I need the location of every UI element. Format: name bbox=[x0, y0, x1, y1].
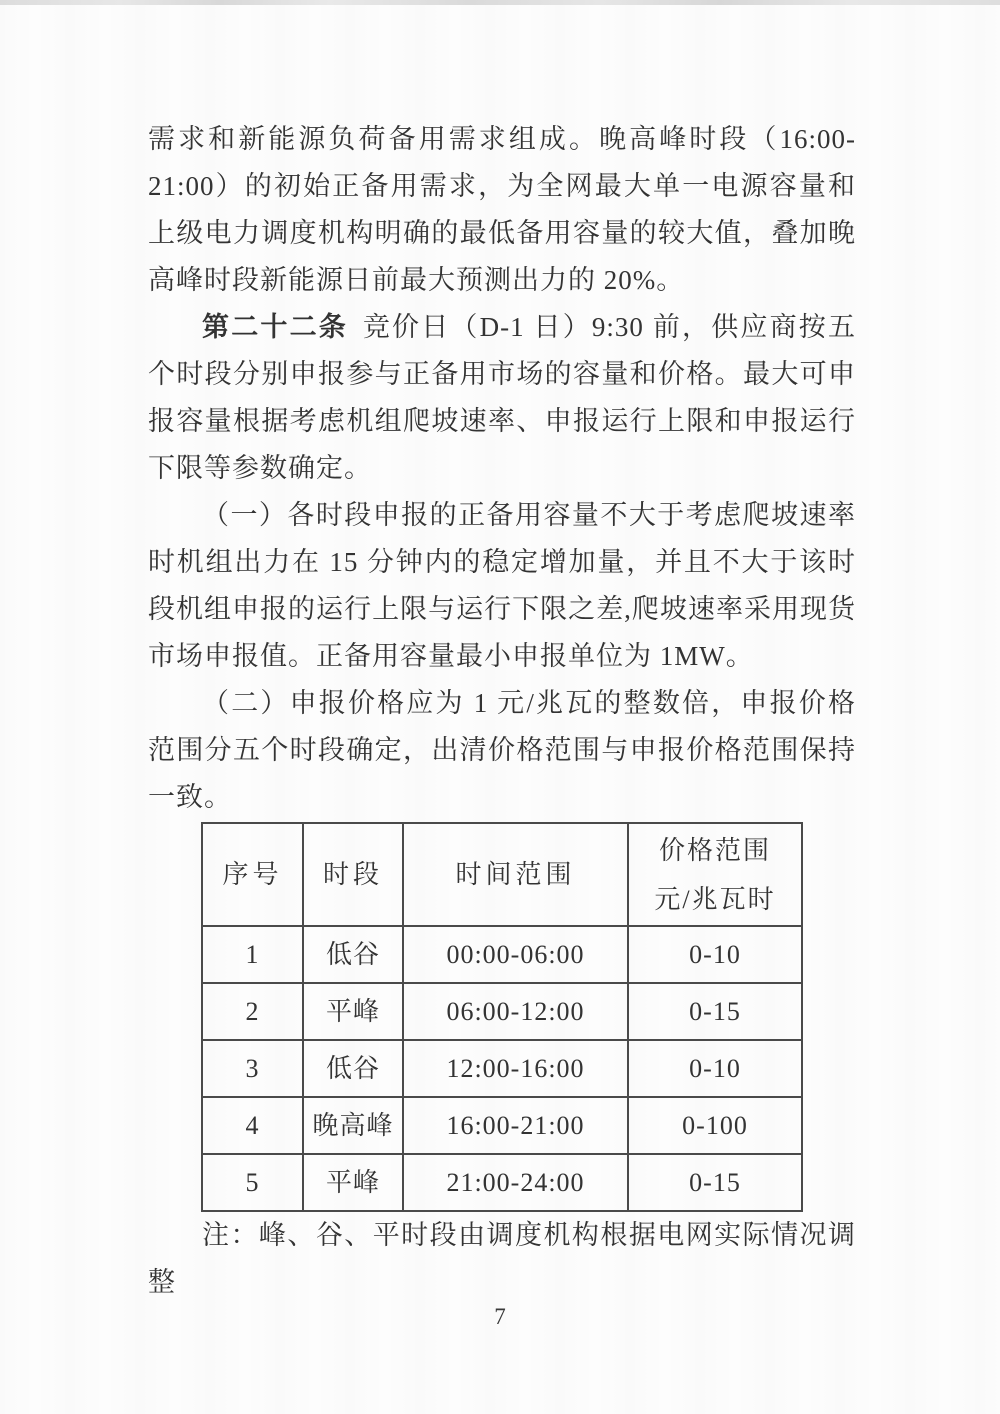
cell-period: 平峰 bbox=[303, 1154, 403, 1211]
cell-price: 0-15 bbox=[628, 1154, 802, 1211]
page-number: 7 bbox=[494, 1304, 506, 1329]
header-period: 时段 bbox=[303, 823, 403, 926]
cell-price: 0-100 bbox=[628, 1097, 802, 1154]
cell-price: 0-10 bbox=[628, 926, 802, 983]
cell-time: 06:00-12:00 bbox=[403, 983, 628, 1040]
table-row bbox=[202, 983, 802, 1040]
table-header-row bbox=[202, 823, 802, 926]
cell-price: 0-15 bbox=[628, 983, 802, 1040]
cell-time: 00:00-06:00 bbox=[403, 926, 628, 983]
paragraph-clause-22 bbox=[148, 304, 856, 492]
cell-period: 平峰 bbox=[303, 983, 403, 1040]
header-price-range bbox=[628, 823, 802, 926]
paragraph-item-1: （一）各时段申报的正备用容量不大于考虑爬坡速率时机组出力在 15 分钟内的稳定增加量，并且不大于该时段机组申报的运行上限与运行下限之差,爬坡速率采用现货市场申报值。正备用容量最小申报单位为 1MW。 bbox=[148, 500, 856, 671]
cell-time: 21:00-24:00 bbox=[403, 1154, 628, 1211]
cell-period: 低谷 bbox=[303, 926, 403, 983]
cell-no: 5 bbox=[202, 1154, 303, 1211]
cell-no: 2 bbox=[202, 983, 303, 1040]
table-row bbox=[202, 1097, 802, 1154]
cell-period: 晚高峰 bbox=[303, 1097, 403, 1154]
clause-22-body: 竞价日（D-1 日）9:30 前，供应商按五个时段分别申报参与正备用市场的容量和价格。最大可申报容量根据考虑机组爬坡速率、申报运行上限和申报运行下限等参数确定。 bbox=[148, 312, 856, 483]
price-range-table bbox=[201, 822, 803, 1212]
cell-time: 12:00-16:00 bbox=[403, 1040, 628, 1097]
header-price-range-unit: 元/兆瓦时 bbox=[654, 884, 776, 914]
paragraph-reserve-demand-continuation: 需求和新能源负荷备用需求组成。晚高峰时段（16:00-21:00）的初始正备用需求，为全网最大单一电源容量和上级电力调度机构明确的最低备用容量的较大值，叠加晚高峰时段新能源日前最大预测出力的 20%。 bbox=[148, 124, 856, 295]
header-time-range: 时间范围 bbox=[403, 823, 628, 926]
table-row bbox=[202, 1040, 802, 1097]
cell-price: 0-10 bbox=[628, 1040, 802, 1097]
header-sequence-number: 序号 bbox=[202, 823, 303, 926]
cell-period: 低谷 bbox=[303, 1040, 403, 1097]
cell-no: 4 bbox=[202, 1097, 303, 1154]
clause-22-heading: 第二十二条 bbox=[202, 312, 348, 342]
cell-no: 3 bbox=[202, 1040, 303, 1097]
paragraph-item-2: （二）申报价格应为 1 元/兆瓦的整数倍，申报价格范围分五个时段确定，出清价格范围与申报价格范围保持一致。 bbox=[148, 688, 856, 812]
table-row bbox=[202, 1154, 802, 1211]
cell-time: 16:00-21:00 bbox=[403, 1097, 628, 1154]
table-note: 注：峰、谷、平时段由调度机构根据电网实际情况调整 bbox=[148, 1220, 856, 1297]
header-price-range-title: 价格范围 bbox=[658, 835, 771, 865]
document-body bbox=[148, 0, 856, 1306]
cell-no: 1 bbox=[202, 926, 303, 983]
table-row bbox=[202, 926, 802, 983]
